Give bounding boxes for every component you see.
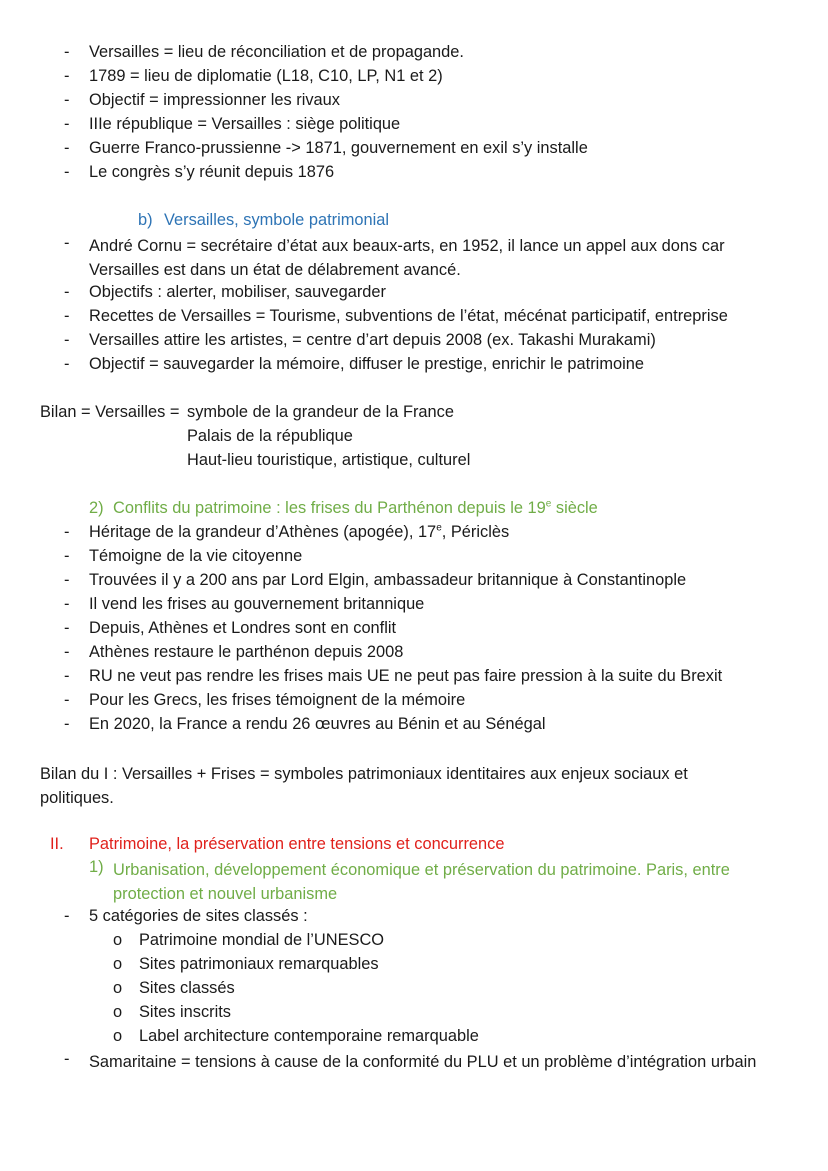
list-item: [0, 690, 828, 714]
bullet-dash: -: [64, 691, 70, 709]
list-item-text: Objectif = sauvegarder la mémoire, diffuser le prestige, enrichir le patrimoine: [89, 355, 644, 373]
list-item: [0, 66, 828, 90]
list-item-text: Il vend les frises au gouvernement britannique: [89, 595, 425, 613]
list-item: [0, 90, 828, 114]
bullet-dash: -: [64, 547, 70, 565]
list-item-text: Versailles attire les artistes, = centre d’art depuis 2008 (ex. Takashi Murakami): [89, 331, 656, 349]
bullet-dash: -: [64, 115, 70, 133]
heading-number: 2): [89, 499, 104, 517]
list-item-text: Depuis, Athènes et Londres sont en conflit: [89, 619, 397, 637]
heading-section-2: [0, 498, 828, 522]
bullet-dash: -: [64, 643, 70, 661]
list-item: [0, 282, 828, 306]
bullet-circle: o: [113, 979, 123, 997]
list-item-text: Trouvées il y a 200 ans par Lord Elgin, ambassadeur britannique à Constantinople: [89, 571, 687, 589]
list-item: [0, 114, 828, 138]
bullet-dash: -: [64, 91, 70, 109]
list-item: [0, 354, 828, 378]
bilan-I: [0, 762, 828, 810]
section-a-list: [0, 42, 828, 186]
heading-number: b): [138, 211, 153, 229]
list-item: [0, 1050, 828, 1098]
heading-section-II-1: [0, 858, 828, 906]
list-item-text: Témoigne de la vie citoyenne: [89, 547, 303, 565]
bilan-line: Haut-lieu touristique, artistique, culturel: [187, 451, 471, 469]
sub-list-item-text: Sites classés: [139, 979, 235, 997]
sub-list-item-text: Label architecture contemporaine remarquable: [139, 1027, 479, 1045]
list-item: [0, 906, 828, 930]
list-item: [0, 330, 828, 354]
bullet-circle: o: [113, 1027, 123, 1045]
heading-title: Versailles, symbole patrimonial: [164, 211, 390, 229]
sub-list-item: [0, 978, 828, 1002]
list-item-text: Guerre Franco-prussienne -> 1871, gouvernement en exil s’y installe: [89, 139, 588, 157]
bullet-circle: o: [113, 931, 123, 949]
heading-number: II.: [50, 835, 64, 853]
bullet-dash: -: [64, 523, 70, 541]
bilan-versailles: [0, 402, 828, 474]
heading-title: Patrimoine, la préservation entre tensions et concurrence: [89, 835, 505, 853]
sub-list-item-text: Sites patrimoniaux remarquables: [139, 955, 379, 973]
list-item-text: Objectifs : alerter, mobiliser, sauvegarder: [89, 283, 386, 301]
heading-section-b: [0, 210, 828, 234]
bullet-dash: -: [64, 715, 70, 733]
section-2-list: [0, 522, 828, 738]
bullet-dash: -: [64, 1050, 70, 1068]
list-item-text: IIIe république = Versailles : siège politique: [89, 115, 401, 133]
list-item: [0, 714, 828, 738]
sub-list-item: [0, 1026, 828, 1050]
list-item-text: Le congrès s’y réunit depuis 1876: [89, 163, 335, 181]
bullet-circle: o: [113, 955, 123, 973]
bilan-line: symbole de la grandeur de la France: [187, 403, 454, 421]
list-item: [0, 162, 828, 186]
list-item-text: Athènes restaure le parthénon depuis 2008: [89, 643, 404, 661]
list-item: [0, 666, 828, 690]
heading-title: Urbanisation, développement économique et préservation du patrimoine. Paris, entre protection et nouvel urbanisme: [113, 861, 730, 903]
list-item: [0, 594, 828, 618]
list-item: [0, 306, 828, 330]
heading-title: Conflits du patrimoine : les frises du Parthénon depuis le 19e siècle: [113, 498, 598, 517]
bullet-dash: -: [64, 571, 70, 589]
list-item-text: RU ne veut pas rendre les frises mais UE ne peut pas faire pression à la suite du Brexit: [89, 667, 723, 685]
bullet-dash: -: [64, 163, 70, 181]
list-item-text: 5 catégories de sites classés :: [89, 907, 308, 925]
sub-list-item: [0, 1002, 828, 1026]
list-item-text: Héritage de la grandeur d’Athènes (apogée), 17e, Périclès: [89, 522, 510, 541]
list-item: [0, 138, 828, 162]
list-item: [0, 546, 828, 570]
heading-number: 1): [89, 858, 104, 876]
list-item: [0, 234, 828, 282]
document-page: [0, 42, 828, 1098]
bilan-label: Bilan = Versailles =: [40, 403, 180, 421]
list-item-text: Samaritaine = tensions à cause de la conformité du PLU et un problème d’intégration urbain: [89, 1053, 757, 1071]
bullet-dash: -: [64, 234, 70, 252]
bullet-dash: -: [64, 43, 70, 61]
bullet-dash: -: [64, 67, 70, 85]
list-item: [0, 642, 828, 666]
sub-list-item-text: Sites inscrits: [139, 1003, 231, 1021]
bullet-dash: -: [64, 595, 70, 613]
list-item-text: Recettes de Versailles = Tourisme, subventions de l’état, mécénat participatif, entreprise: [89, 307, 728, 325]
list-item: [0, 42, 828, 66]
bullet-dash: -: [64, 355, 70, 373]
bullet-circle: o: [113, 1003, 123, 1021]
list-item: [0, 522, 828, 546]
sub-list-item: [0, 954, 828, 978]
list-item-text: Pour les Grecs, les frises témoignent de la mémoire: [89, 691, 466, 709]
bullet-dash: -: [64, 331, 70, 349]
bilan-I-text: Bilan du I : Versailles + Frises = symboles patrimoniaux identitaires aux enjeux sociaux et politiques.: [40, 765, 688, 807]
list-item: [0, 618, 828, 642]
list-item-text: Objectif = impressionner les rivaux: [89, 91, 340, 109]
bullet-dash: -: [64, 139, 70, 157]
section-b-list: [0, 234, 828, 378]
sites-sublist: [0, 930, 828, 1050]
heading-section-II: [0, 834, 828, 858]
list-item-text: 1789 = lieu de diplomatie (L18, C10, LP, N1 et 2): [89, 67, 443, 85]
sub-list-item: [0, 930, 828, 954]
list-item-text: Versailles = lieu de réconciliation et de propagande.: [89, 43, 464, 61]
bullet-dash: -: [64, 907, 70, 925]
list-item: [0, 570, 828, 594]
sub-list-item-text: Patrimoine mondial de l’UNESCO: [139, 931, 385, 949]
bullet-dash: -: [64, 307, 70, 325]
list-item-text: André Cornu = secrétaire d’état aux beaux-arts, en 1952, il lance un appel aux dons car Versailles est dans un état de délabrement avancé.: [89, 237, 725, 279]
bullet-dash: -: [64, 667, 70, 685]
list-item-text: En 2020, la France a rendu 26 œuvres au Bénin et au Sénégal: [89, 715, 546, 733]
bilan-line: Palais de la république: [187, 427, 353, 445]
bullet-dash: -: [64, 283, 70, 301]
bullet-dash: -: [64, 619, 70, 637]
